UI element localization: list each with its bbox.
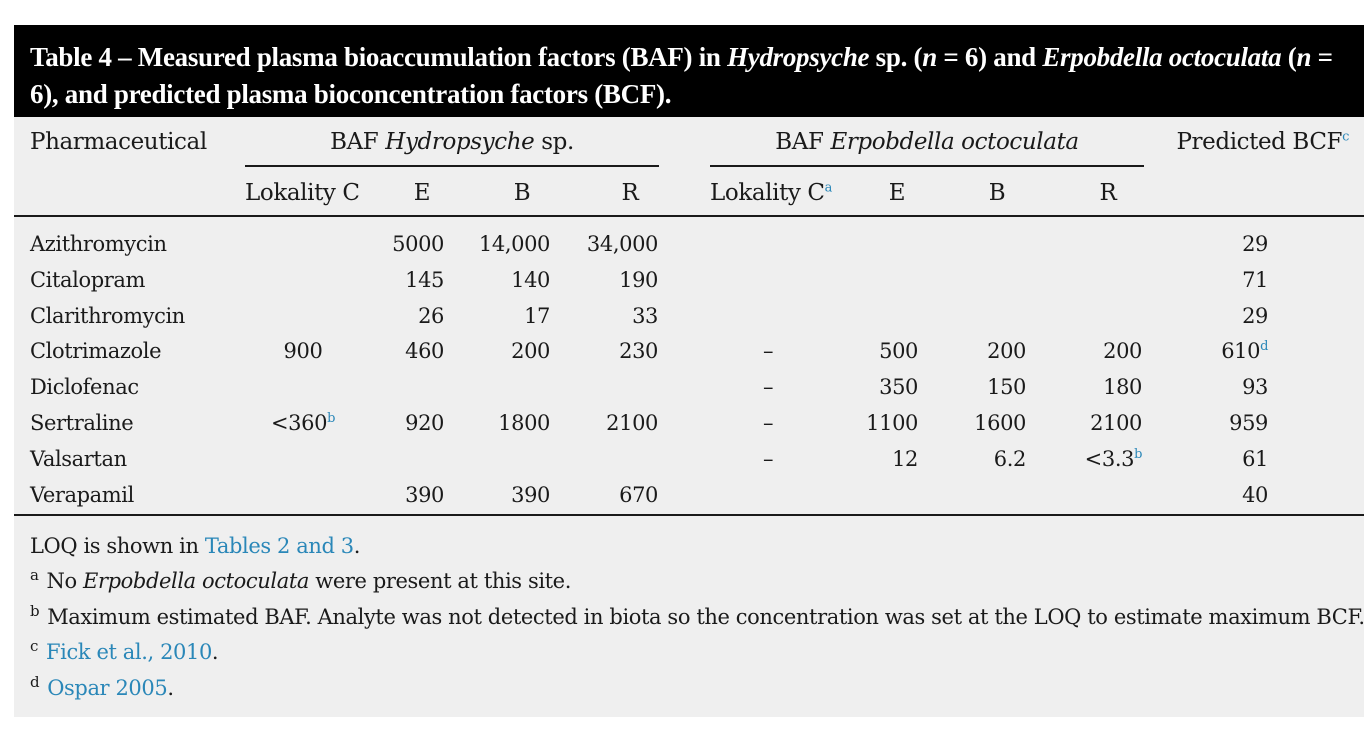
header-rule [14, 215, 1364, 217]
cell-value: 17 [524, 303, 550, 328]
cell-value: 5000 [392, 232, 444, 256]
footnote-species: Erpobdella octoculata [83, 569, 310, 593]
row-label [30, 231, 250, 257]
table-cell [844, 338, 918, 364]
table-cell [374, 410, 444, 436]
footnote-ref[interactable]: c [1342, 129, 1349, 145]
subheader-b: B [513, 180, 531, 206]
cell-value: 390 [405, 482, 444, 507]
table-cell [1194, 410, 1268, 436]
table-cell [1194, 231, 1268, 257]
cell-value: Azithromycin [30, 232, 167, 256]
row-label [30, 482, 250, 508]
row-label [30, 303, 250, 329]
cell-value: 610 [1221, 339, 1261, 364]
cell-value: 1100 [866, 411, 918, 435]
row-label [30, 374, 250, 400]
footnote-text: LOQ is shown in [30, 534, 205, 558]
cell-value: Valsartan [30, 446, 127, 471]
row-label [30, 338, 250, 364]
footnote-text: . [211, 640, 219, 664]
row-label [30, 267, 250, 293]
table-cell [1194, 267, 1268, 293]
table-cell [574, 338, 658, 364]
reference-link[interactable]: Fick et al., 2010 [46, 640, 212, 664]
footnote-ref[interactable]: a [824, 180, 832, 196]
table-cell [944, 446, 1026, 472]
title-text: = 6) and [936, 42, 1043, 72]
header-text: Predicted BCF [1176, 129, 1343, 155]
footnote-b [30, 604, 1365, 630]
header-predicted-bcf [1144, 129, 1349, 155]
title-n: n [922, 42, 937, 72]
subheader-lokality-c-2 [710, 180, 832, 206]
cell-value: 350 [879, 375, 918, 400]
table-cell [464, 410, 550, 436]
cell-value: 200 [987, 339, 1026, 364]
cell-value: Citalopram [30, 267, 146, 292]
table-cell [944, 410, 1026, 436]
table-cell [374, 303, 444, 329]
table-cell [574, 410, 658, 436]
cell-value: 190 [619, 267, 658, 292]
table-cell [574, 267, 658, 293]
cell-value: 200 [511, 339, 550, 364]
table-cell [844, 374, 918, 400]
cell-value: 26 [418, 303, 444, 328]
cell-value: – [762, 339, 774, 364]
subheader-e-2: E [888, 180, 906, 206]
cell-value: 500 [879, 339, 918, 364]
cell-value: 2100 [606, 411, 658, 435]
header-text: sp. [534, 129, 574, 155]
cell-value: 150 [987, 375, 1026, 400]
cell-value: – [762, 446, 774, 471]
footnote-ref[interactable]: b [327, 411, 335, 426]
subheader-lokality-c: Lokality C [245, 180, 360, 206]
cell-value: – [762, 411, 774, 435]
header-pharmaceutical: Pharmaceutical [30, 129, 207, 155]
subheader-b-2: B [988, 180, 1006, 206]
table-cell [710, 446, 826, 472]
cell-value: <360 [270, 411, 328, 435]
table-cell [1194, 338, 1268, 364]
table-cell [1194, 482, 1268, 508]
table-cell [1194, 303, 1268, 329]
table-figure [14, 25, 1364, 717]
footnote-d [30, 675, 174, 701]
table-cell [710, 374, 826, 400]
cell-value: 12 [892, 446, 918, 471]
header-text: Lokality C [710, 180, 825, 206]
group-rule-hydropsyche [245, 165, 659, 167]
subheader-r: R [621, 180, 639, 206]
footnote-text: . [167, 676, 174, 700]
cell-value: Clotrimazole [30, 339, 162, 364]
subheader-e: E [413, 180, 431, 206]
subheader-r-2: R [1099, 180, 1117, 206]
title-species-2: Erpobdella octoculata [1042, 42, 1282, 72]
title-text: Table 4 – Measured plasma bioaccumulation factors (BAF) in [30, 42, 728, 72]
table-cell [574, 231, 658, 257]
cell-value: Verapamil [30, 482, 134, 507]
table-cell [374, 482, 444, 508]
cell-value: 14,000 [478, 232, 550, 256]
footnote-a [30, 568, 571, 594]
header-baf-erpobdella [710, 129, 1144, 155]
cell-value: 900 [283, 339, 323, 364]
table-cell [464, 482, 550, 508]
header-text: BAF [330, 129, 386, 155]
table-cell [464, 267, 550, 293]
cell-value: 145 [405, 267, 444, 292]
table-cell [944, 338, 1026, 364]
cell-value: 920 [405, 411, 444, 435]
cell-value: 40 [1242, 482, 1268, 507]
cell-value: Diclofenac [30, 375, 139, 400]
footnote-text: were present at this site. [309, 569, 571, 593]
table-cell [464, 338, 550, 364]
reference-link[interactable]: Ospar 2005 [47, 676, 168, 700]
cell-value: 71 [1242, 267, 1268, 292]
table-cell [574, 482, 658, 508]
footnote-mark: b [30, 602, 40, 620]
table-cell [574, 303, 658, 329]
row-label [30, 446, 250, 472]
row-label [30, 410, 250, 436]
title-n: n [1296, 42, 1312, 72]
table-cell [944, 374, 1026, 400]
footnote-text: No [46, 569, 84, 593]
cell-value: 29 [1242, 232, 1268, 256]
cell-value: 1800 [498, 411, 550, 435]
cell-value: 2100 [1090, 411, 1142, 435]
cell-value: 460 [405, 339, 444, 364]
header-species: Erpobdella octoculata [830, 129, 1079, 155]
title-text: ( [1281, 42, 1297, 72]
title-text: sp. ( [869, 42, 923, 72]
cell-value: 140 [511, 267, 550, 292]
footnote-c [30, 639, 218, 665]
table-cell [464, 303, 550, 329]
cell-value: – [762, 375, 774, 400]
table-cell [374, 231, 444, 257]
cell-value: 230 [619, 339, 658, 364]
table-cell [245, 410, 361, 436]
header-species: Hydropsyche [385, 129, 535, 155]
table-cell [1194, 446, 1268, 472]
footnote-loq [30, 533, 360, 559]
cell-value: 390 [511, 482, 550, 507]
table-cell [844, 446, 918, 472]
footnote-ref[interactable]: d [1260, 339, 1268, 355]
footnote-mark: a [30, 566, 39, 584]
table-cell [245, 338, 361, 364]
table-cell [710, 410, 826, 436]
table-cell [1194, 374, 1268, 400]
tables-link[interactable]: Tables 2 and 3 [204, 534, 354, 558]
footnote-text: . [353, 534, 361, 558]
table-cell [374, 338, 444, 364]
header-baf-hydropsyche [245, 129, 659, 155]
table-cell [374, 267, 444, 293]
cell-value: <3.3 [1084, 446, 1135, 471]
footnote-ref[interactable]: b [1134, 446, 1142, 462]
table-cell [464, 231, 550, 257]
group-rule-erpobdella [710, 165, 1144, 167]
cell-value: 33 [632, 303, 658, 328]
table-cell [1054, 410, 1142, 436]
cell-value: 93 [1242, 375, 1268, 400]
table-cell [710, 338, 826, 364]
footnote-text: Maximum estimated BAF. Analyte was not detected in biota so the concentration was set at the LOQ to estimate maximum BCF. [47, 605, 1365, 629]
table-title [14, 25, 1364, 117]
cell-value: Clarithromycin [30, 303, 185, 328]
cell-value: 670 [619, 482, 658, 507]
footer-rule [14, 514, 1364, 516]
footnote-mark: d [30, 673, 40, 691]
cell-value: 34,000 [586, 232, 658, 256]
header-text: BAF [775, 129, 831, 155]
cell-value: 180 [1103, 375, 1142, 400]
title-species-1: Hydropsyche [727, 42, 870, 72]
footnote-mark: c [30, 637, 39, 655]
cell-value: 959 [1229, 411, 1268, 435]
cell-value: 6.2 [993, 446, 1026, 471]
title-text: = 6), and predicted plasma bioconcentration factors (BCF). [30, 42, 1333, 109]
table-cell [844, 410, 918, 436]
cell-value: 200 [1103, 339, 1142, 364]
cell-value: 29 [1242, 303, 1268, 328]
cell-value: 61 [1242, 446, 1268, 471]
table-cell [1054, 374, 1142, 400]
table-cell [1054, 446, 1142, 472]
table-cell [1054, 338, 1142, 364]
cell-value: Sertraline [30, 411, 134, 435]
cell-value: 1600 [974, 411, 1026, 435]
